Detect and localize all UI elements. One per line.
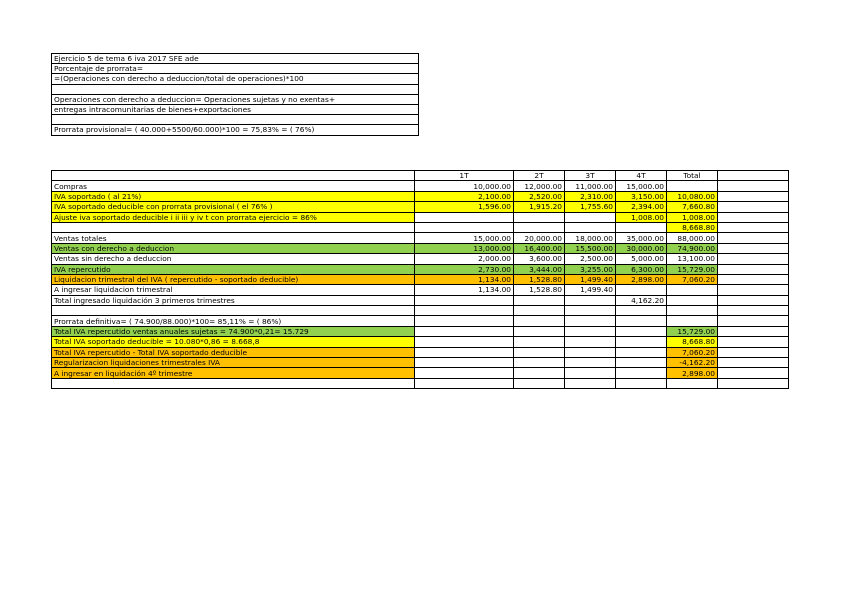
header-row	[52, 171, 789, 181]
intro-row	[52, 84, 419, 94]
intro-cell[interactable]: =(Operaciones con derecho a deduccion/total de operaciones)*100	[52, 74, 419, 84]
empty-cell[interactable]	[718, 326, 789, 336]
value-cell[interactable]	[415, 347, 514, 357]
value-cell[interactable]	[565, 326, 616, 336]
intro-row	[52, 64, 419, 74]
table-row	[52, 264, 789, 274]
row-label-cell[interactable]: IVA soportado deducible con prorrata provisional ( el 76% )	[52, 202, 415, 212]
value-cell[interactable]	[415, 212, 514, 222]
empty-cell[interactable]	[718, 222, 789, 232]
table-row	[52, 368, 789, 378]
value-cell[interactable]: 3,150.00	[616, 191, 667, 201]
value-cell[interactable]	[415, 316, 514, 326]
value-cell[interactable]	[616, 316, 667, 326]
value-cell[interactable]: 1,134.00	[415, 274, 514, 284]
table-row	[52, 212, 789, 222]
value-cell[interactable]: 2,394.00	[616, 202, 667, 212]
value-cell[interactable]	[616, 368, 667, 378]
value-cell[interactable]	[514, 347, 565, 357]
row-label-cell[interactable]: Total ingresado liquidación 3 primeros trimestres	[52, 295, 415, 305]
value-cell[interactable]	[616, 378, 667, 388]
value-cell[interactable]	[667, 316, 718, 326]
value-cell[interactable]: 2,000.00	[415, 254, 514, 264]
value-cell[interactable]	[616, 347, 667, 357]
intro-row	[52, 104, 419, 114]
row-label-cell[interactable]: Prorrata definitiva= ( 74.900/88.000)*100= 85,11% = ( 86%)	[52, 316, 415, 326]
header-cell-3t[interactable]: 3T	[565, 171, 616, 181]
value-cell[interactable]	[514, 316, 565, 326]
empty-cell[interactable]	[718, 254, 789, 264]
value-cell[interactable]: 8,668.80	[667, 337, 718, 347]
value-cell[interactable]: 2,898.00	[616, 274, 667, 284]
header-cell-4t[interactable]: 4T	[616, 171, 667, 181]
value-cell[interactable]: 18,000.00	[565, 233, 616, 243]
empty-cell[interactable]	[718, 347, 789, 357]
value-cell[interactable]: 7,060.20	[667, 347, 718, 357]
intro-cell[interactable]: Operaciones con derecho a deduccion= Operaciones sujetas y no exentas+	[52, 94, 419, 104]
value-cell[interactable]	[565, 337, 616, 347]
empty-cell[interactable]	[718, 274, 789, 284]
value-cell[interactable]	[616, 222, 667, 232]
value-cell[interactable]: 1,596.00	[415, 202, 514, 212]
value-cell[interactable]: 16,400.00	[514, 243, 565, 253]
value-cell[interactable]: 1,008.00	[616, 212, 667, 222]
value-cell[interactable]: 88,000.00	[667, 233, 718, 243]
value-cell[interactable]	[565, 316, 616, 326]
value-cell[interactable]: 13,100.00	[667, 254, 718, 264]
table-row	[52, 243, 789, 253]
value-cell[interactable]	[616, 337, 667, 347]
value-cell[interactable]: 10,000.00	[415, 181, 514, 191]
value-cell[interactable]	[565, 212, 616, 222]
row-label-cell[interactable]: Ventas sin derecho a deduccion	[52, 254, 415, 264]
value-cell[interactable]	[565, 358, 616, 368]
value-cell[interactable]: 10,080.00	[667, 191, 718, 201]
value-cell[interactable]	[565, 368, 616, 378]
intro-row	[52, 94, 419, 104]
value-cell[interactable]	[565, 347, 616, 357]
value-cell[interactable]	[514, 295, 565, 305]
value-cell[interactable]: 15,000.00	[415, 233, 514, 243]
row-label-cell[interactable]: Ajuste iva soportado deducible i ii iii y iv t con prorrata ejercicio = 86%	[52, 212, 415, 222]
header-cell-total[interactable]: Total	[667, 171, 718, 181]
value-cell[interactable]: 2,310.00	[565, 191, 616, 201]
value-cell[interactable]: 6,300.00	[616, 264, 667, 274]
table-row	[52, 181, 789, 191]
value-cell[interactable]	[415, 337, 514, 347]
value-cell[interactable]: 1,915.20	[514, 202, 565, 212]
value-cell[interactable]: 20,000.00	[514, 233, 565, 243]
intro-row	[52, 54, 419, 64]
empty-cell[interactable]	[718, 295, 789, 305]
row-label-cell[interactable]: Regularizacion liquidaciones trimestrales IVA	[52, 358, 415, 368]
empty-cell[interactable]	[718, 316, 789, 326]
value-cell[interactable]: 7,660.80	[667, 202, 718, 212]
value-cell[interactable]	[514, 337, 565, 347]
empty-cell[interactable]	[718, 264, 789, 274]
table-row	[52, 306, 789, 316]
table-row	[52, 337, 789, 347]
intro-cell[interactable]: entregas intracomunitarias de bienes+exportaciones	[52, 104, 419, 114]
value-cell[interactable]	[415, 358, 514, 368]
value-cell[interactable]: 15,500.00	[565, 243, 616, 253]
header-cell-label[interactable]	[52, 171, 415, 181]
row-label-cell[interactable]: Ventas con derecho a deduccion	[52, 243, 415, 253]
table-row	[52, 254, 789, 264]
value-cell[interactable]	[565, 295, 616, 305]
value-cell[interactable]: 1,528.80	[514, 285, 565, 295]
table-row	[52, 316, 789, 326]
intro-cell[interactable]	[52, 84, 419, 94]
intro-cell[interactable]: Porcentaje de prorrata=	[52, 64, 419, 74]
row-label-cell[interactable]	[52, 306, 415, 316]
value-cell[interactable]: 1,499.40	[565, 274, 616, 284]
value-cell[interactable]	[667, 378, 718, 388]
value-cell[interactable]: 3,444.00	[514, 264, 565, 274]
intro-table	[51, 53, 419, 136]
value-cell[interactable]	[565, 378, 616, 388]
row-label-cell[interactable]: Ventas totales	[52, 233, 415, 243]
value-cell[interactable]: 30,000.00	[616, 243, 667, 253]
empty-cell[interactable]	[718, 202, 789, 212]
intro-cell[interactable]	[52, 115, 419, 125]
value-cell[interactable]: 5,000.00	[616, 254, 667, 264]
value-cell[interactable]: 74,900.00	[667, 243, 718, 253]
value-cell[interactable]	[565, 306, 616, 316]
header-cell-extra[interactable]	[718, 171, 789, 181]
table-row	[52, 378, 789, 388]
intro-cell[interactable]: Ejercicio 5 de tema 6 iva 2017 SFE ade	[52, 54, 419, 64]
value-cell[interactable]: 3,600.00	[514, 254, 565, 264]
value-cell[interactable]: 2,520.00	[514, 191, 565, 201]
empty-cell[interactable]	[718, 285, 789, 295]
row-label-cell[interactable]: IVA repercutido	[52, 264, 415, 274]
empty-cell[interactable]	[718, 358, 789, 368]
value-cell[interactable]: 12,000.00	[514, 181, 565, 191]
table-row	[52, 191, 789, 201]
row-label-cell[interactable]	[52, 378, 415, 388]
table-row	[52, 233, 789, 243]
value-cell[interactable]	[415, 368, 514, 378]
value-cell[interactable]: 1,499.40	[565, 285, 616, 295]
value-cell[interactable]: 2,730.00	[415, 264, 514, 274]
value-cell[interactable]: 1,134.00	[415, 285, 514, 295]
value-cell[interactable]	[415, 326, 514, 336]
value-cell[interactable]	[514, 378, 565, 388]
value-cell[interactable]: 1,755.60	[565, 202, 616, 212]
value-cell[interactable]	[616, 358, 667, 368]
value-cell[interactable]	[514, 368, 565, 378]
value-cell[interactable]	[667, 306, 718, 316]
row-label-cell[interactable]: IVA soportado ( al 21%)	[52, 191, 415, 201]
row-label-cell[interactable]: Compras	[52, 181, 415, 191]
empty-cell[interactable]	[718, 368, 789, 378]
value-cell[interactable]	[565, 222, 616, 232]
header-cell-1t[interactable]: 1T	[415, 171, 514, 181]
empty-cell[interactable]	[718, 212, 789, 222]
empty-cell[interactable]	[718, 337, 789, 347]
table-row	[52, 222, 789, 232]
value-cell[interactable]	[616, 326, 667, 336]
iva-table	[51, 170, 789, 389]
value-cell[interactable]: 1,008.00	[667, 212, 718, 222]
value-cell[interactable]	[514, 306, 565, 316]
value-cell[interactable]: 11,000.00	[565, 181, 616, 191]
empty-cell[interactable]	[718, 191, 789, 201]
value-cell[interactable]: 2,898.00	[667, 368, 718, 378]
row-label-cell[interactable]: Total IVA repercutido - Total IVA soportado deducible	[52, 347, 415, 357]
value-cell[interactable]	[667, 285, 718, 295]
row-label-cell[interactable]	[52, 222, 415, 232]
intro-row	[52, 125, 419, 135]
empty-cell[interactable]	[718, 306, 789, 316]
table-row	[52, 295, 789, 305]
value-cell[interactable]: 2,500.00	[565, 254, 616, 264]
table-row	[52, 347, 789, 357]
value-cell[interactable]	[514, 212, 565, 222]
value-cell[interactable]	[514, 326, 565, 336]
row-label-cell[interactable]: Total IVA soportado deducible = 10.080*0,86 = 8.668,8	[52, 337, 415, 347]
value-cell[interactable]: 2,100.00	[415, 191, 514, 201]
row-label-cell[interactable]: A ingresar liquidacion trimestral	[52, 285, 415, 295]
value-cell[interactable]	[415, 378, 514, 388]
value-cell[interactable]: 1,528.80	[514, 274, 565, 284]
value-cell[interactable]: 8,668.80	[667, 222, 718, 232]
row-label-cell[interactable]: Total IVA repercutido ventas anuales sujetas = 74.900*0,21= 15.729	[52, 326, 415, 336]
intro-row	[52, 74, 419, 84]
table-row	[52, 202, 789, 212]
value-cell[interactable]: 7,060.20	[667, 274, 718, 284]
value-cell[interactable]: 35,000.00	[616, 233, 667, 243]
empty-cell[interactable]	[718, 181, 789, 191]
intro-cell[interactable]: Prorrata provisional= ( 40.000+5500/60.000)*100 = 75,83% = ( 76%)	[52, 125, 419, 135]
header-cell-2t[interactable]: 2T	[514, 171, 565, 181]
value-cell[interactable]	[415, 222, 514, 232]
empty-cell[interactable]	[718, 378, 789, 388]
value-cell[interactable]: 3,255.00	[565, 264, 616, 274]
table-row	[52, 285, 789, 295]
value-cell[interactable]: 4,162.20	[616, 295, 667, 305]
value-cell[interactable]	[514, 358, 565, 368]
value-cell[interactable]	[415, 306, 514, 316]
value-cell[interactable]: 13,000.00	[415, 243, 514, 253]
value-cell[interactable]: 15,729.00	[667, 264, 718, 274]
value-cell[interactable]: -4,162.20	[667, 358, 718, 368]
value-cell[interactable]	[667, 295, 718, 305]
value-cell[interactable]	[415, 295, 514, 305]
value-cell[interactable]: 15,000.00	[616, 181, 667, 191]
table-row	[52, 326, 789, 336]
table-row	[52, 358, 789, 368]
value-cell[interactable]: 15,729.00	[667, 326, 718, 336]
value-cell[interactable]	[514, 222, 565, 232]
row-label-cell[interactable]: Liquidacion trimestral del IVA ( repercutido - soportado deducible)	[52, 274, 415, 284]
empty-cell[interactable]	[718, 233, 789, 243]
empty-cell[interactable]	[718, 243, 789, 253]
intro-row	[52, 115, 419, 125]
value-cell[interactable]	[667, 181, 718, 191]
table-row	[52, 274, 789, 284]
value-cell[interactable]	[616, 285, 667, 295]
row-label-cell[interactable]: A ingresar en liquidación 4º trimestre	[52, 368, 415, 378]
value-cell[interactable]	[616, 306, 667, 316]
